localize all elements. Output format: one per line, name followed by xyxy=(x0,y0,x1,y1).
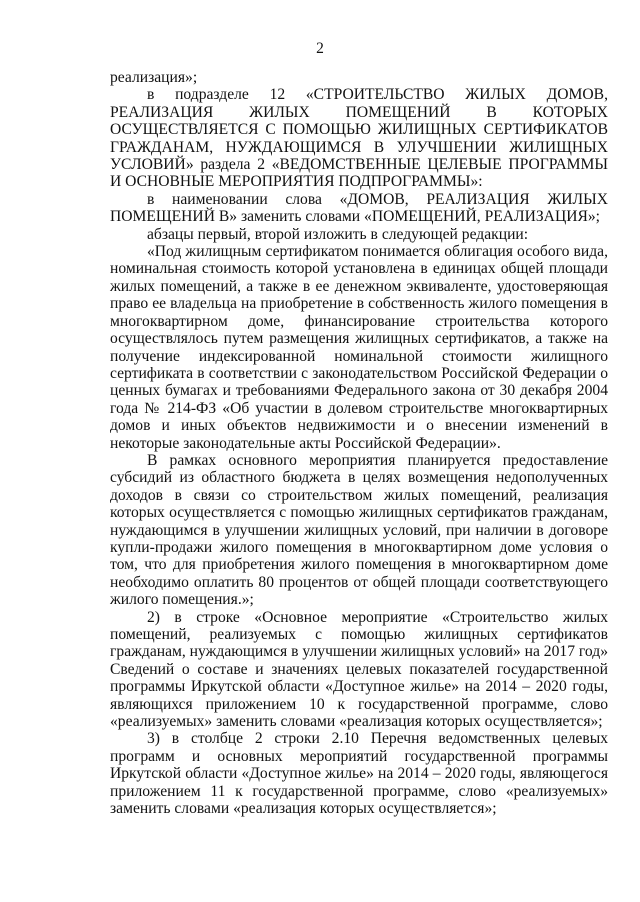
paragraph-subsection-12: в подразделе 12 «СТРОИТЕЛЬСТВО ЖИЛЫХ ДОМОВ, РЕАЛИЗАЦИЯ ЖИЛЫХ ПОМЕЩЕНИЙ В КОТОРЫХ ОСУЩЕСТВЛЯЕТСЯ С ПОМОЩЬЮ ЖИЛИЩНЫХ СЕРТИФИКАТОВ ГРАЖДАНАМ, НУЖДАЮЩИМСЯ В УЛУЧШЕНИИ ЖИЛИЩНЫХ УСЛОВИЙ» раздела 2 «ВЕДОМСТВЕННЫЕ ЦЕЛЕВЫЕ ПРОГРАММЫ И ОСНОВНЫЕ МЕРОПРИЯТИЯ ПОДПРОГРАММЫ»: xyxy=(110,86,608,191)
paragraph-certificate-definition: «Под жилищным сертификатом понимается облигация особого вида, номинальная стоимость которой установлена в единицах общей площади жилых помещений, а также в ее денежном эквиваленте, удостоверяющая право ее владельца на приобретение в собственность жилого помещения в многоквартирном доме, финансирование строительства которого осуществлялось путем размещения жилищных сертификатов, а также на получение индексированной номинальной стоимости жилищного сертификата в соответствии с законодательством Российской Федерации о ценных бумагах и требованиями Федерального закона от 30 декабря 2004 года № 214-ФЗ «Об участии в долевом строительстве многоквартирных домов и иных объектов недвижимости и о внесении изменений в некоторые законодательные акты Российской Федерации». xyxy=(110,243,608,452)
paragraph-item-3: 3) в столбце 2 строки 2.10 Перечня ведомственных целевых программ и основных мероприятий государственной программы Иркутской области «Доступное жилье» на 2014 – 2020 годы, являющегося приложением 11 к государственной программе, слово «реализуемых» заменить словами «реализация которых осуществляется»; xyxy=(110,730,608,818)
paragraph-title-replacement: в наименовании слова «ДОМОВ, РЕАЛИЗАЦИЯ ЖИЛЫХ ПОМЕЩЕНИЙ В» заменить словами «ПОМЕЩЕНИЙ, РЕАЛИЗАЦИЯ»; xyxy=(110,190,608,226)
paragraph-continuation: реализация»; xyxy=(110,69,198,86)
document-body xyxy=(110,69,608,817)
page-number: 2 xyxy=(316,40,324,57)
paragraph-subsidies: В рамках основного мероприятия планируется предоставление субсидий из областного бюджета в целях возмещения недополученных доходов в связи со строительством жилых помещений, реализация которых осуществляется с помощью жилищных сертификатов гражданам, нуждающимся в улучшении жилищных условий, при наличии в договоре купли-продажи жилого помещения в многоквартирном доме условия о том, что для приобретения жилого помещения в многоквартирном доме необходимо оплатить 80 процентов от общей площади соответствующего жилого помещения.»; xyxy=(110,451,608,609)
paragraph-item-2: 2) в строке «Основное мероприятие «Строительство жилых помещений, реализуемых с помощью жилищных сертификатов гражданам, нуждающимся в улучшении жилищных условий» на 2017 год» Сведений о составе и значениях целевых показателей государственной программы Иркутской области «Доступное жилье» на 2014 – 2020 годы, являющихся приложением 10 к государственной программе, слово «реализуемых» заменить словами «реализация которых осуществляется»; xyxy=(110,608,608,731)
paragraph-abzacy: абзацы первый, второй изложить в следующей редакции: xyxy=(147,225,529,243)
